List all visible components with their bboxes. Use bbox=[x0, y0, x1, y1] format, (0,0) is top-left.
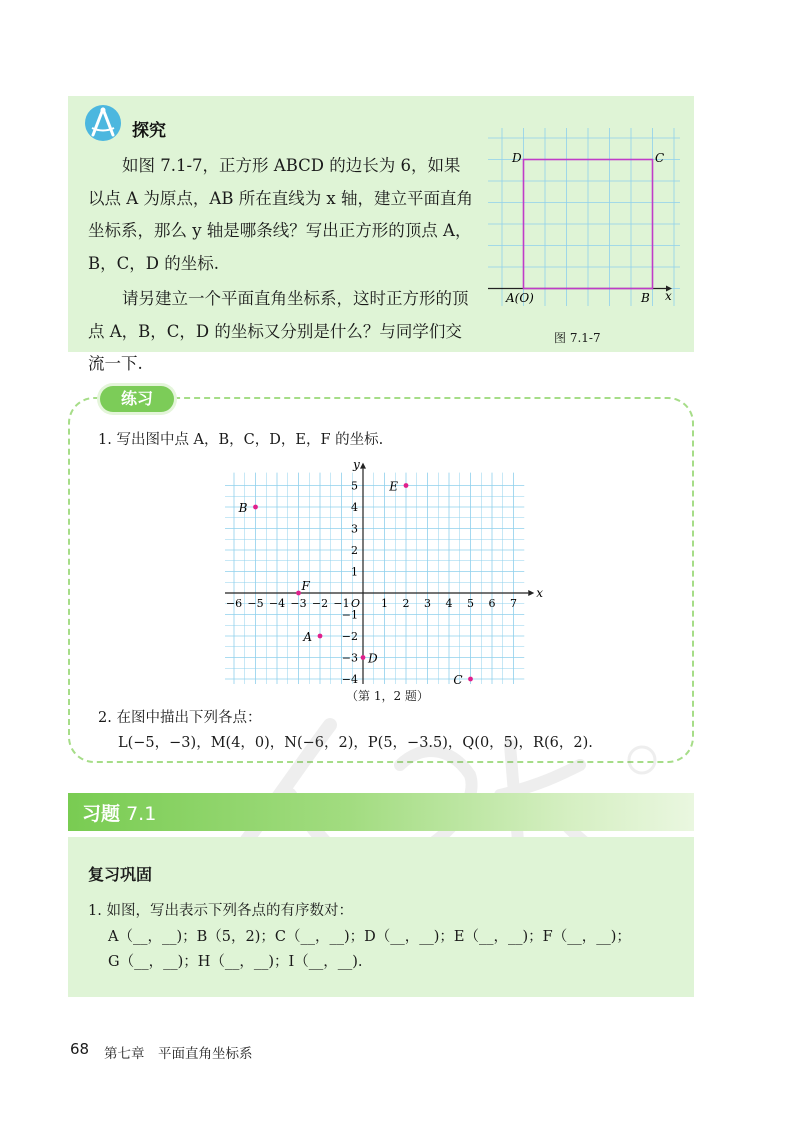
y-tick-label: 5 bbox=[351, 479, 358, 493]
explore-paragraph-2: 请另建立一个平面直角坐标系，这时正方形的顶点 A，B，C，D 的坐标又分别是什么？与同学们交流一下. bbox=[88, 289, 469, 373]
label-a-origin: A(O) bbox=[506, 291, 534, 305]
point-f bbox=[296, 591, 301, 596]
exercise-title-number: 7.1 bbox=[126, 803, 157, 825]
label-d: D bbox=[512, 151, 522, 165]
x-axis-label: x bbox=[536, 586, 544, 600]
exercise-answer-line-1: A（__，__)；B（5，2)；C（__，__)；D（__，__)；E（__，__)；F（__，__)； bbox=[108, 929, 631, 945]
figure-caption: 图 7.1-7 bbox=[554, 331, 601, 345]
page-number: 68 bbox=[70, 1040, 90, 1058]
x-tick-label: −1 bbox=[333, 597, 350, 610]
point-label-c: C bbox=[453, 673, 463, 684]
y-tick-label: 4 bbox=[351, 501, 358, 514]
compass-icon bbox=[84, 104, 122, 142]
x-tick-label: −2 bbox=[311, 597, 329, 610]
x-tick-label: 5 bbox=[467, 597, 474, 610]
exercise-answer-line-2: G（__，__)；H（__，__)；I（__，__). bbox=[108, 954, 363, 970]
y-tick-label: −1 bbox=[341, 608, 358, 622]
practice-tab: 练习 bbox=[100, 386, 174, 412]
x-tick-label: 1 bbox=[381, 597, 388, 610]
exercise-question-1: 1. 如图，写出表示下列各点的有序数对： bbox=[88, 903, 353, 919]
coordinate-figure-caption: （第 1，2 题） bbox=[346, 689, 429, 703]
y-tick-label: −4 bbox=[341, 673, 358, 684]
point-c bbox=[468, 677, 473, 682]
x-tick-label: 3 bbox=[424, 597, 431, 610]
y-tick-label: −3 bbox=[341, 651, 358, 665]
x-tick-label: 2 bbox=[402, 597, 410, 610]
point-label-a: A bbox=[303, 630, 312, 644]
practice-question-1: 1. 写出图中点 A，B，C，D，E，F 的坐标. bbox=[98, 432, 384, 448]
x-tick-label: 4 bbox=[445, 597, 453, 610]
x-tick-label: −6 bbox=[225, 597, 243, 610]
point-label-f: F bbox=[301, 579, 310, 593]
point-a bbox=[318, 634, 323, 639]
practice-question-2-points: L(−5，−3)，M(4，0)，N(−6，2)，P(5，−3.5)，Q(0，5)，R(6，2). bbox=[118, 735, 593, 751]
explore-title: 探究 bbox=[132, 121, 166, 141]
exercise-header bbox=[68, 793, 694, 831]
x-tick-label: −4 bbox=[268, 597, 286, 610]
origin-label: O bbox=[351, 597, 361, 610]
y-axis-arrow-icon bbox=[360, 463, 366, 469]
point-label-b: B bbox=[238, 501, 248, 515]
point-d bbox=[361, 655, 366, 660]
x-tick-label: −3 bbox=[290, 597, 307, 610]
y-tick-label: −2 bbox=[341, 630, 358, 643]
point-e bbox=[404, 483, 409, 488]
x-tick-label: 7 bbox=[510, 597, 517, 610]
point-b bbox=[253, 505, 258, 510]
label-x: x bbox=[665, 289, 672, 303]
square-figure bbox=[482, 122, 682, 307]
review-section-title: 复习巩固 bbox=[88, 865, 153, 884]
x-tick-label: 6 bbox=[488, 597, 496, 610]
y-axis-label: y bbox=[353, 457, 360, 472]
label-b: B bbox=[641, 291, 650, 305]
x-axis-arrow-icon bbox=[528, 590, 534, 596]
y-tick-label: 1 bbox=[351, 565, 358, 579]
x-tick-label: −5 bbox=[247, 597, 264, 610]
practice-question-2: 2. 在图中描出下列各点： bbox=[98, 710, 262, 726]
exercise-title-prefix: 习题 bbox=[82, 803, 121, 825]
y-tick-label: 2 bbox=[351, 544, 358, 557]
y-tick-label: 3 bbox=[351, 522, 358, 536]
exercise-title bbox=[82, 799, 156, 826]
y-tick-labels bbox=[341, 479, 361, 685]
explore-paragraph-1: 如图 7.1-7，正方形 ABCD 的边长为 6，如果以点 A 为原点，AB 所在直线为 x 轴，建立平面直角坐标系，那么 y 轴是哪条线？写出正方形的顶点 A，B，C，D 的坐标. bbox=[88, 156, 473, 273]
point-label-e: E bbox=[389, 479, 398, 494]
point-label-d: D bbox=[368, 651, 378, 666]
coordinate-plane bbox=[225, 452, 545, 684]
chapter-title: 第七章 平面直角坐标系 bbox=[104, 1046, 253, 1062]
label-c: C bbox=[655, 151, 665, 165]
